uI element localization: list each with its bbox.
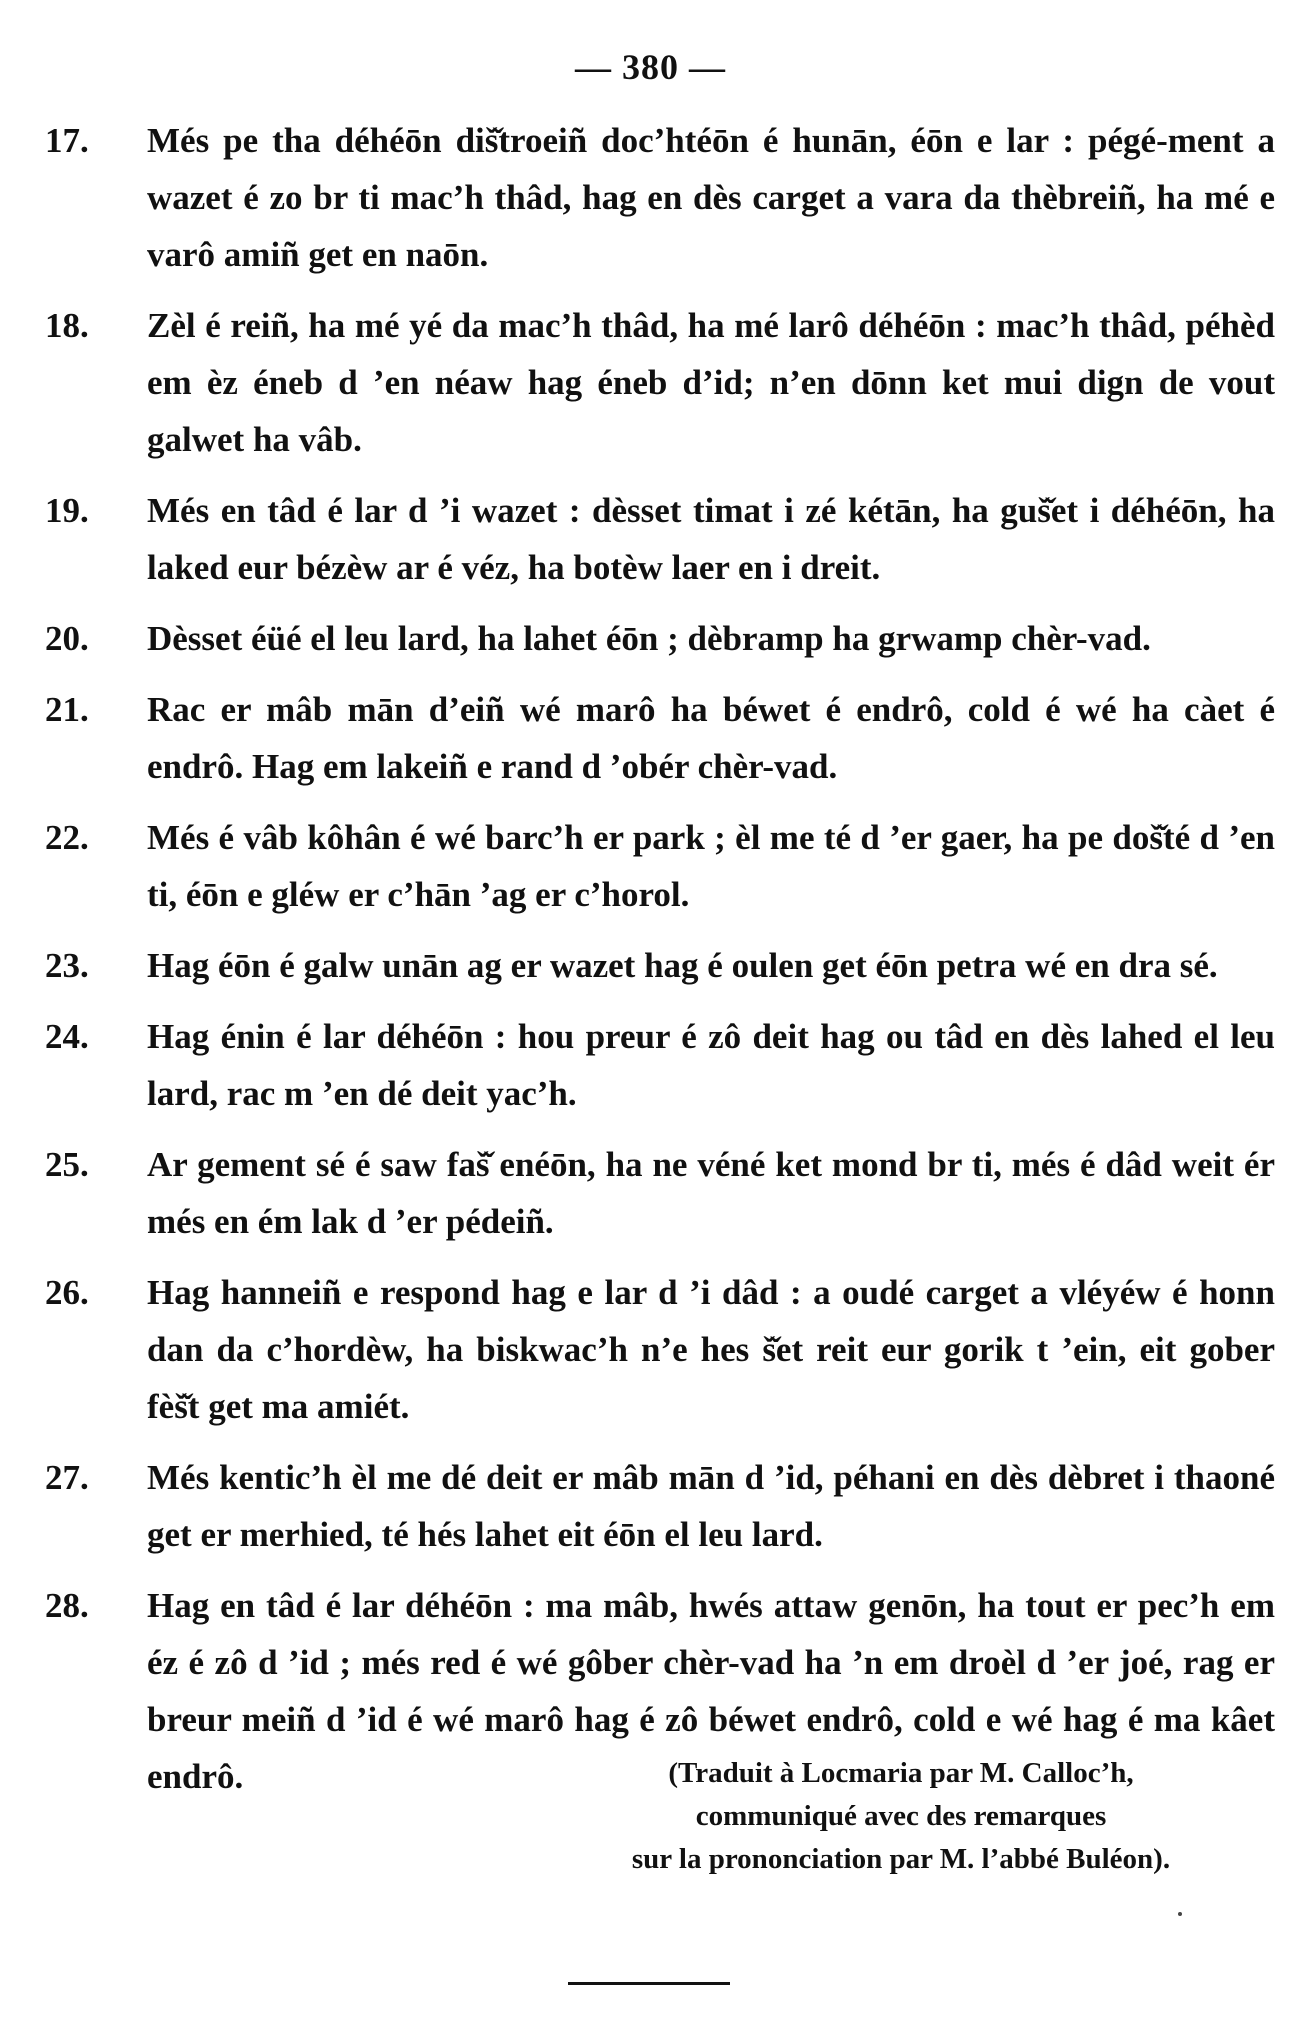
verse-number: 17. [45,121,89,160]
verse-24 [45,1008,1275,1122]
footer-rule [568,1982,730,1985]
verse-text: Més pe tha déhéōn diš̌troeiñ doc’htéōn é hunān, éōn e lar : pégé-ment a wazet é zo br ti mac’h thâd, hag en dès carget a vara da thèbreiñ, ha mé e varô amiñ get en naōn. [147,121,1275,274]
verse-19 [45,482,1275,596]
verse-number: 18. [45,306,89,345]
verse-number: 22. [45,818,89,857]
verse-number: 26. [45,1273,89,1312]
verse-23 [45,937,1275,994]
credit-line: (Traduit à Locmaria par M. Calloc’h, [668,1757,1134,1789]
verse-26 [45,1264,1275,1435]
translation-credit [556,1752,1246,1881]
verse-number: 27. [45,1458,89,1497]
verse-21 [45,681,1275,795]
verse-25 [45,1136,1275,1250]
verse-text: Ar gement sé é saw faš̌ enéōn, ha ne véné ket mond br ti, més é dâd weit ér més en ém lak d ’er pédeiñ. [147,1145,1275,1241]
verse-22 [45,809,1275,923]
verse-number: 24. [45,1017,89,1056]
verse-text: Rac er mâb mān d’eiñ wé marô ha béwet é endrô, cold é wé ha càet é endrô. Hag em lakeiñ e rand d ’obér chèr-vad. [147,690,1275,786]
verse-20 [45,610,1275,667]
verse-text: Més é vâb kôhân é wé barc’h er park ; èl me té d ’er gaer, ha pe doš̌té d ’en ti, éōn e gléw er c’hān ’ag er c’horol. [147,818,1275,914]
page-number: — 380 — [575,47,726,87]
verse-text: Hag éōn é galw unān ag er wazet hag é oulen get éōn petra wé en dra sé. [147,946,1218,985]
verse-number: 20. [45,619,89,658]
credit-line: sur la prononciation par M. l’abbé Buléon). [631,1843,1171,1875]
verse-18 [45,297,1275,468]
verse-text: Zèl é reiñ, ha mé yé da mac’h thâd, ha mé larô déhéōn : mac’h thâd, péhèd em èz éneb d ’en néaw hag éneb d’id; n’en dōnn ket mui dign de vout galwet ha vâb. [147,306,1275,459]
verse-text: Hag hanneiñ e respond hag e lar d ’i dâd : a oudé carget a vléyéw é honn dan da c’hordèw, ha biskwac’h n’e hes š̌et reit eur gorik t ’ein, eit gober fèš̌t get ma amiét. [147,1273,1275,1426]
verse-text: Hag en tâd é lar déhéōn : ma mâb, hwés attaw genōn, ha tout er pec’h em éz é zô d ’id ; més red é wé gôber chèr-vad ha ’n em droèl d ’er joé, rag er breur meiñ d ’id é wé marô hag é zô béwet endrô, cold e wé hag é ma kâet endrô. [147,1586,1275,1796]
verse-number: 25. [45,1145,89,1184]
verse-text: Més en tâd é lar d ’i wazet : dèsset timat i zé kétān, ha guš̌et i déhéōn, ha laked eur bézèw ar é véz, ha botèw laer en i dreit. [147,491,1275,587]
verse-list [45,112,1275,1819]
verse-number: 28. [45,1586,89,1625]
verse-number: 21. [45,690,89,729]
verse-number: 19. [45,491,89,530]
credit-line: communiqué avec des remarques [695,1800,1107,1832]
verse-27 [45,1449,1275,1563]
verse-text: Hag énin é lar déhéōn : hou preur é zô deit hag ou tâd en dès lahed el leu lard, rac m ’en dé deit yac’h. [147,1017,1275,1113]
verse-text: Dèsset éüé el leu lard, ha lahet éōn ; dèbramp ha grwamp chèr-vad. [147,619,1151,658]
verse-17 [45,112,1275,283]
verse-number: 23. [45,946,89,985]
verse-text: Més kentic’h èl me dé deit er mâb mān d ’id, péhani en dès dèbret i thaoné get er merhied, té hés lahet eit éōn el leu lard. [147,1458,1275,1554]
print-speck [1178,1912,1182,1916]
